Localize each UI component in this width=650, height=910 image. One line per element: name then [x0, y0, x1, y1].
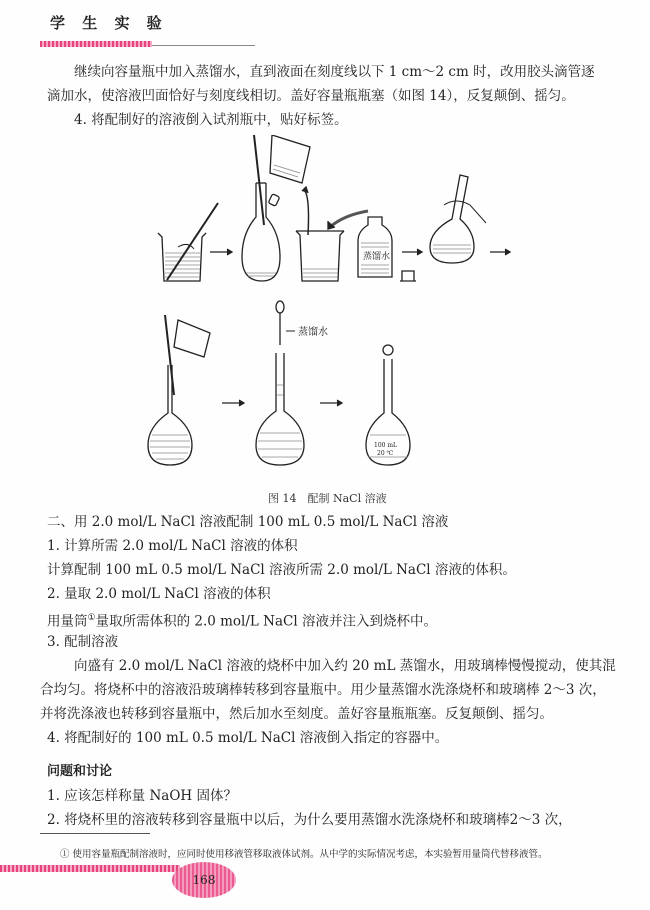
beaker-icon	[296, 211, 368, 281]
page-number-badge	[172, 862, 236, 898]
svg-text:100 mL: 100 mL	[374, 442, 398, 449]
intro-step-4: 4. 将配制好的溶液倒入试剂瓶中，贴好标签。	[74, 112, 348, 128]
intro-line-2: 滴加水，使溶液凹面恰好与刻度线相切。盖好容量瓶瓶塞（如图 14），反复颠倒、摇匀。	[47, 88, 575, 104]
arrow-right-icon	[402, 249, 422, 255]
footnote-ref[interactable]: ①	[87, 613, 96, 623]
footnote: ① 使用容量瓶配制溶液时，应同时使用移液管移取液体试剂。从中学的实际情况考虑，本实验暂用量筒代替移液管。	[60, 849, 548, 860]
discussion-title: 问题和讨论	[47, 764, 113, 779]
question-2: 2. 将烧杯里的溶液转移到容量瓶中以后，为什么要用蒸馏水洗涤烧杯和玻璃棒2～3 次，	[47, 812, 572, 828]
footer-pink-bar	[0, 865, 180, 872]
section-2-title: 二、用 2.0 mol/L NaCl 溶液配制 100 mL 0.5 mol/L NaCl 溶液	[47, 514, 449, 530]
figure-caption: 图 14 配制 NaCl 溶液	[268, 492, 387, 505]
header-rule	[152, 45, 255, 46]
step-1-body: 计算配制 100 mL 0.5 mol/L NaCl 溶液所需 2.0 mol/L NaCl 溶液的体积。	[47, 562, 516, 578]
volumetric-flask-pouring-icon	[242, 135, 310, 281]
header-pink-bar	[40, 41, 152, 47]
step-3-title: 3. 配制溶液	[47, 634, 119, 650]
flask-transfer-icon	[148, 315, 210, 465]
step-4: 4. 将配制好的 100 mL 0.5 mol/L NaCl 溶液倒入指定的容器中。	[47, 730, 449, 746]
arrow-right-icon	[320, 400, 342, 406]
flask-stoppered-icon	[366, 345, 410, 465]
step-3-line-3: 并将洗涤液也转移到容量瓶中，然后加水至刻度。盖好容量瓶瓶塞。反复颠倒、摇匀。	[40, 706, 553, 722]
arrow-right-icon	[222, 400, 244, 406]
step-2-body-b: 量取所需体积的 2.0 mol/L NaCl 溶液并注入到烧杯中。	[95, 613, 437, 630]
figure-14-diagram	[130, 135, 530, 495]
svg-text:20 ℃: 20 ℃	[377, 450, 394, 457]
svg-text:蒸馏水: 蒸馏水	[363, 252, 391, 262]
step-2-title: 2. 量取 2.0 mol/L NaCl 溶液的体积	[47, 586, 271, 602]
intro-line-1: 继续向容量瓶中加入蒸馏水，直到液面在刻度线以下 1 cm～2 cm 时，改用胶头滴管逐	[74, 64, 595, 80]
flask-shaking-icon	[430, 175, 486, 263]
arrow-right-icon	[490, 249, 510, 255]
step-3-line-1: 向盛有 2.0 mol/L NaCl 溶液的烧杯中加入约 20 mL 蒸馏水，用玻璃棒慢慢搅动，使其混	[74, 658, 616, 674]
question-1: 1. 应该怎样称量 NaOH 固体？	[47, 788, 237, 804]
svg-text:蒸馏水: 蒸馏水	[298, 327, 328, 338]
section-header-title: 学 生 实 验	[50, 14, 168, 32]
footnote-rule	[40, 833, 150, 834]
step-3-line-2: 合均匀。将烧杯中的溶液沿玻璃棒转移到容量瓶中。用少量蒸馏水洗涤烧杯和玻璃棒 2～3 次，	[40, 682, 606, 698]
step-1-title: 1. 计算所需 2.0 mol/L NaCl 溶液的体积	[47, 538, 298, 554]
beaker-stirring-icon	[158, 203, 218, 281]
flask-dropper-icon	[256, 301, 328, 465]
arrow-right-icon	[210, 249, 232, 255]
step-2-body-a: 用量筒	[47, 613, 88, 630]
page-number: 168	[192, 873, 216, 887]
distilled-water-bottle-icon	[358, 217, 416, 281]
